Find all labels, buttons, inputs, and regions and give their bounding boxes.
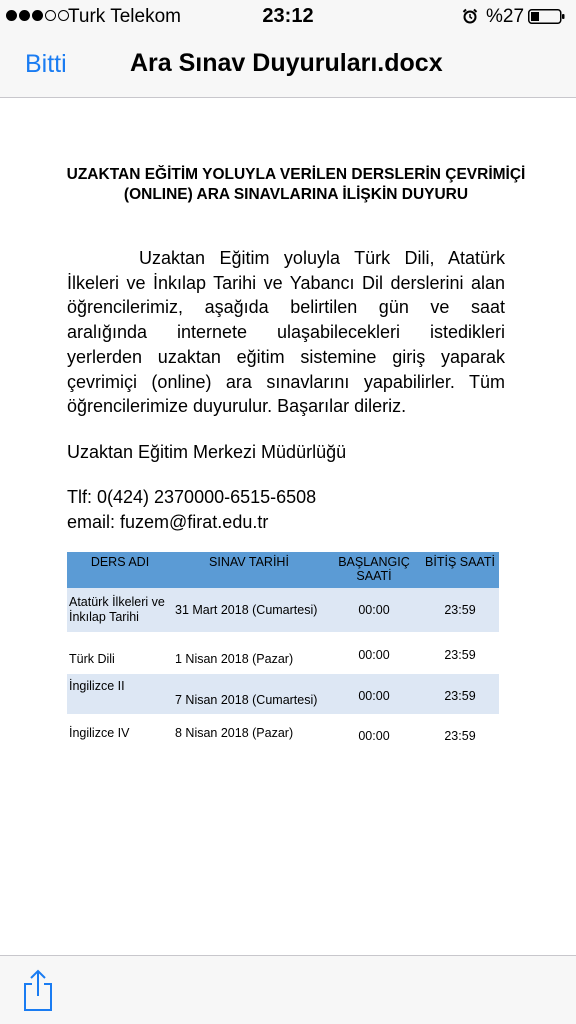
status-time: 23:12: [262, 5, 314, 27]
contact-info: [67, 485, 316, 534]
header-date: SINAV TARİHİ: [171, 552, 327, 588]
table-header-row: [67, 552, 499, 588]
battery-icon: [528, 9, 566, 24]
header-course: DERS ADI: [67, 552, 171, 588]
course-name: Atatürk İlkeleri ve İnkılap Tarihi: [69, 595, 165, 624]
start-time: 00:00: [358, 648, 390, 662]
email-text: email: fuzem@firat.edu.tr: [67, 511, 269, 532]
alarm-icon: [462, 8, 478, 24]
bottom-toolbar: [0, 955, 576, 1024]
signature-line: Uzaktan Eğitim Merkezi Müdürlüğü: [67, 442, 347, 462]
document-viewer[interactable]: [0, 99, 576, 955]
course-name: İngilizce IV: [69, 726, 130, 740]
table-row: [67, 632, 499, 674]
course-name: İngilizce II: [69, 679, 125, 693]
exam-date: 31 Mart 2018 (Cumartesi): [175, 603, 318, 617]
start-time: 00:00: [358, 689, 390, 703]
start-time: 00:00: [358, 603, 390, 617]
table-row: [67, 674, 499, 714]
exam-schedule-table: [67, 552, 499, 754]
exam-date: 8 Nisan 2018 (Pazar): [175, 726, 294, 740]
announcement-heading: UZAKTAN EĞİTİM YOLUYLA VERİLEN DERSLERİN ÇEVRİMİÇİ (ONLINE) ARA SINAVLARINA İLİŞKİN DUYURU: [66, 166, 526, 203]
exam-date: 1 Nisan 2018 (Pazar): [175, 652, 294, 666]
header-end-time: BİTİŞ SAATİ: [421, 552, 499, 588]
phone-text: Tlf: 0(424) 2370000-6515-6508: [67, 487, 317, 507]
end-time: 23:59: [444, 689, 476, 703]
status-bar: [0, 0, 576, 32]
table-row: [67, 588, 499, 632]
table-row: [67, 714, 499, 754]
share-icon[interactable]: [21, 968, 55, 1012]
battery-percentage: %27: [486, 6, 525, 27]
course-name: Türk Dili: [69, 652, 115, 666]
end-time: 23:59: [444, 729, 476, 743]
end-time: 23:59: [444, 648, 476, 662]
done-button[interactable]: Bitti: [25, 50, 67, 78]
end-time: 23:59: [444, 603, 476, 617]
exam-date: 7 Nisan 2018 (Cumartesi): [175, 693, 318, 707]
document-title: Ara Sınav Duyuruları.docx: [130, 49, 443, 77]
header-start-time: BAŞLANGIÇ SAATİ: [327, 552, 421, 588]
start-time: 00:00: [358, 729, 390, 743]
announcement-body: Uzaktan Eğitim yoluyla Türk Dili, Atatürk İlkeleri ve İnkılap Tarihi ve Yabancı Dil derslerini alan öğrencilerimiz, aşağıda belirtilen gün ve saat aralığında internete ulaşabilecekleri istedikleri yerlerden uzaktan eğitim sistemine giriş yaparak çevrimiçi (online) ara sınavlarını yapabilirler. Tüm öğrencilerimize duyurulur. Başarılar dileriz.: [67, 248, 505, 417]
navigation-bar: [0, 32, 576, 98]
carrier-name: Turk Telekom: [68, 6, 181, 27]
